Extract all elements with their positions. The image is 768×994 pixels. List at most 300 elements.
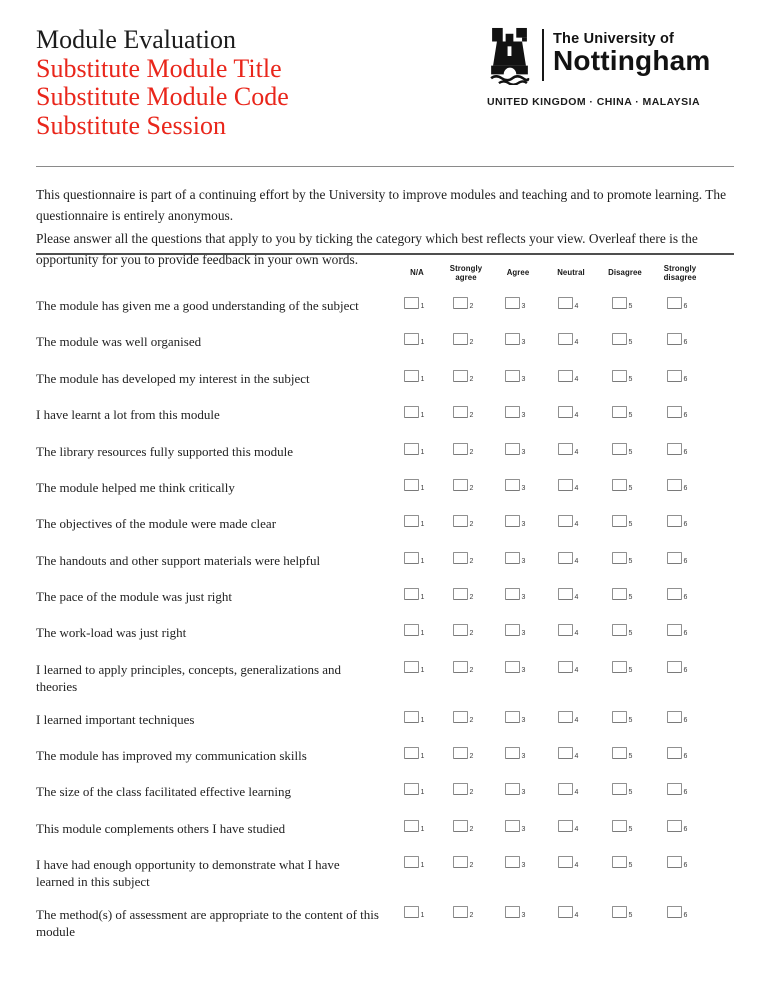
checkbox-q12-5[interactable] [595,709,649,724]
checkbox-number: 5 [628,303,633,310]
checkbox-icon[interactable] [558,820,573,832]
checkbox-icon[interactable] [404,588,419,600]
checkbox-q1-2[interactable] [437,295,489,310]
checkbox-q16-3[interactable] [489,854,541,869]
checkbox-q15-5[interactable] [595,818,649,833]
checkbox-number: 5 [628,521,633,529]
checkbox-icon[interactable] [505,906,520,918]
checkbox-icon[interactable] [612,820,627,832]
checkbox-icon[interactable] [667,297,682,309]
checkbox-icon[interactable] [404,552,419,564]
checkbox-icon[interactable] [612,333,627,345]
checkbox-number: 6 [683,412,688,420]
checkbox-q7-6[interactable] [649,513,705,528]
checkbox-q2-6[interactable] [649,331,705,346]
checkbox-icon[interactable] [667,443,682,455]
checkbox-icon[interactable] [505,333,520,345]
checkbox-icon[interactable] [453,747,468,759]
module-code-placeholder: Substitute Module Code [36,82,289,111]
checkbox-icon[interactable] [667,479,682,491]
checkbox-icon[interactable] [612,370,627,382]
checkbox-icon[interactable] [612,624,627,636]
divider-top [36,166,734,167]
checkbox-number: 5 [628,911,633,919]
checkbox-number: 6 [683,752,688,760]
checkbox-icon[interactable] [612,297,627,309]
checkbox-q17-3[interactable] [489,904,541,919]
checkbox-q6-5[interactable] [595,477,649,492]
checkbox-q14-1[interactable] [391,781,437,796]
checkbox-q14-2[interactable] [437,781,489,796]
question-text: The objectives of the module were made clear [36,516,277,532]
question-row [36,404,705,427]
checkbox-icon[interactable] [453,711,468,723]
question-row [36,622,705,645]
checkbox-icon[interactable] [505,479,520,491]
checkbox-q10-4[interactable] [541,622,595,637]
page-title: Module Evaluation [36,25,237,54]
checkbox-q6-6[interactable] [649,477,705,492]
checkbox-number: 4 [574,484,579,492]
checkbox-q16-2[interactable] [437,854,489,869]
checkbox-q15-6[interactable] [649,818,705,833]
checkbox-icon[interactable] [667,856,682,868]
checkbox-icon[interactable] [453,333,468,345]
scale-label-1: N/A [410,268,424,278]
checkbox-q8-6[interactable] [649,550,705,565]
checkbox-number: 5 [628,862,633,870]
checkbox-number: 1 [420,752,425,760]
question-row [36,586,705,609]
checkbox-icon[interactable] [505,406,520,418]
checkbox-icon[interactable] [612,661,627,673]
checkbox-number: 1 [420,339,425,347]
checkbox-number: 4 [574,521,579,529]
checkbox-q13-5[interactable] [595,745,649,760]
checkbox-icon[interactable] [558,783,573,795]
checkbox-icon[interactable] [453,624,468,636]
logo-line2: Nottingham [553,45,711,76]
checkbox-number: 2 [469,375,474,383]
checkbox-icon[interactable] [558,661,573,673]
checkbox-number: 3 [521,825,526,833]
checkbox-q10-6[interactable] [649,622,705,637]
checkbox-q14-4[interactable] [541,781,595,796]
checkbox-number: 4 [574,862,579,870]
checkbox-icon[interactable] [612,406,627,418]
checkbox-number: 3 [521,594,526,601]
checkbox-icon[interactable] [505,297,520,309]
checkbox-number: 6 [683,521,688,529]
checkbox-icon[interactable] [558,479,573,491]
scale-label-6: Strongly disagree [663,263,697,282]
checkbox-q12-2[interactable] [437,709,489,724]
checkbox-q9-6[interactable] [649,586,705,601]
checkbox-icon[interactable] [558,588,573,600]
checkbox-q15-3[interactable] [489,818,541,833]
question-row [36,709,705,732]
logo-lockup [487,27,719,85]
checkbox-q11-6[interactable] [649,659,705,674]
checkbox-icon[interactable] [505,443,520,455]
checkbox-q9-1[interactable] [391,586,437,601]
checkbox-icon[interactable] [667,624,682,636]
checkbox-q16-6[interactable] [649,854,705,869]
checkbox-number: 4 [574,825,579,833]
checkbox-number: 4 [574,630,579,638]
checkbox-number: 4 [574,789,579,797]
checkbox-icon[interactable] [667,515,682,527]
question-row [36,904,705,941]
checkbox-number: 1 [420,630,425,638]
checkbox-q4-5[interactable] [595,404,649,419]
checkbox-icon[interactable] [612,479,627,491]
checkbox-q5-5[interactable] [595,441,649,456]
checkbox-icon[interactable] [404,820,419,832]
checkbox-q8-2[interactable] [437,550,489,565]
checkbox-number: 5 [628,716,633,724]
checkbox-number: 1 [420,557,425,565]
checkbox-q11-3[interactable] [489,659,541,674]
checkbox-icon[interactable] [404,406,419,418]
checkbox-q10-2[interactable] [437,622,489,637]
question-text: I learned important techniques [36,711,195,727]
checkbox-number: 2 [469,630,474,638]
checkbox-number: 6 [683,862,688,870]
checkbox-q2-2[interactable] [437,331,489,346]
module-title-placeholder: Substitute Module Title [36,53,282,83]
checkbox-q8-1[interactable] [391,550,437,565]
checkbox-icon[interactable] [505,370,520,382]
checkbox-q16-5[interactable] [595,854,649,869]
checkbox-icon[interactable] [558,370,573,382]
checkbox-q7-3[interactable] [489,513,541,528]
checkbox-number: 3 [521,375,526,383]
question-row [36,368,705,391]
checkbox-icon[interactable] [404,624,419,636]
checkbox-icon[interactable] [404,515,419,527]
checkbox-number: 3 [521,789,526,797]
checkbox-icon[interactable] [453,443,468,455]
checkbox-q9-3[interactable] [489,586,541,601]
checkbox-q5-2[interactable] [437,441,489,456]
checkbox-q14-6[interactable] [649,781,705,796]
checkbox-q4-2[interactable] [437,404,489,419]
checkbox-q7-1[interactable] [391,513,437,528]
checkbox-q11-2[interactable] [437,659,489,674]
checkbox-q3-4[interactable] [541,368,595,383]
checkbox-number: 6 [683,375,688,383]
checkbox-q7-2[interactable] [437,513,489,528]
checkbox-q2-4[interactable] [541,331,595,346]
checkbox-number: 2 [469,412,474,420]
checkbox-q4-6[interactable] [649,404,705,419]
checkbox-icon[interactable] [404,856,419,868]
checkbox-q16-4[interactable] [541,854,595,869]
checkbox-q2-5[interactable] [595,331,649,346]
checkbox-q9-2[interactable] [437,586,489,601]
checkbox-icon[interactable] [558,856,573,868]
checkbox-number: 6 [683,339,688,347]
checkbox-icon[interactable] [667,370,682,382]
checkbox-q15-1[interactable] [391,818,437,833]
checkbox-icon[interactable] [404,370,419,382]
checkbox-icon[interactable] [667,588,682,600]
question-row [36,659,705,696]
checkbox-number: 6 [683,303,688,310]
checkbox-icon[interactable] [453,783,468,795]
checkbox-number: 4 [574,666,579,674]
checkbox-icon[interactable] [404,297,419,309]
checkbox-q4-3[interactable] [489,404,541,419]
checkbox-icon[interactable] [558,406,573,418]
checkbox-q4-1[interactable] [391,404,437,419]
checkbox-q10-3[interactable] [489,622,541,637]
scale-label-5: Disagree [608,268,642,278]
checkbox-icon[interactable] [667,906,682,918]
checkbox-q3-2[interactable] [437,368,489,383]
checkbox-q9-5[interactable] [595,586,649,601]
checkbox-q12-3[interactable] [489,709,541,724]
checkbox-icon[interactable] [558,515,573,527]
checkbox-q7-4[interactable] [541,513,595,528]
checkbox-icon[interactable] [612,711,627,723]
checkbox-q6-1[interactable] [391,477,437,492]
question-text: The pace of the module was just right [36,589,233,604]
checkbox-q1-4[interactable] [541,295,595,310]
checkbox-icon[interactable] [558,333,573,345]
checkbox-icon[interactable] [667,661,682,673]
checkbox-q13-3[interactable] [489,745,541,760]
checkbox-number: 4 [574,752,579,760]
checkbox-number: 1 [420,521,425,529]
checkbox-q17-5[interactable] [595,904,649,919]
checkbox-q16-1[interactable] [391,854,437,869]
checkbox-icon[interactable] [404,747,419,759]
checkbox-number: 2 [469,557,474,565]
checkbox-icon[interactable] [612,783,627,795]
checkbox-icon[interactable] [453,515,468,527]
checkbox-icon[interactable] [453,588,468,600]
checkbox-q12-6[interactable] [649,709,705,724]
checkbox-number: 2 [469,448,474,456]
checkbox-icon[interactable] [404,443,419,455]
scale-label-2: Strongly agree [449,263,483,282]
checkbox-q13-1[interactable] [391,745,437,760]
checkbox-q6-4[interactable] [541,477,595,492]
checkbox-number: 4 [574,594,579,601]
checkbox-q1-5[interactable] [595,295,649,310]
checkbox-q15-4[interactable] [541,818,595,833]
checkbox-q5-1[interactable] [391,441,437,456]
checkbox-icon[interactable] [612,552,627,564]
checkbox-q1-3[interactable] [489,295,541,310]
checkbox-q13-6[interactable] [649,745,705,760]
checkbox-icon[interactable] [505,711,520,723]
checkbox-icon[interactable] [612,747,627,759]
checkbox-q11-1[interactable] [391,659,437,674]
checkbox-q4-4[interactable] [541,404,595,419]
checkbox-q15-2[interactable] [437,818,489,833]
checkbox-number: 4 [574,412,579,420]
checkbox-q17-1[interactable] [391,904,437,919]
checkbox-icon[interactable] [404,661,419,673]
checkbox-q17-4[interactable] [541,904,595,919]
nottingham-castle-icon [487,27,532,85]
checkbox-number: 5 [628,412,633,420]
checkbox-number: 2 [469,594,474,601]
checkbox-number: 4 [574,557,579,565]
checkbox-icon[interactable] [612,906,627,918]
checkbox-icon[interactable] [667,820,682,832]
question-text: The module has given me a good understanding of the subject [36,298,359,313]
checkbox-number: 3 [521,752,526,760]
checkbox-icon[interactable] [558,747,573,759]
checkbox-number: 6 [683,448,688,456]
checkbox-number: 2 [469,303,474,310]
checkbox-q14-5[interactable] [595,781,649,796]
checkbox-number: 5 [628,789,633,797]
checkbox-number: 6 [683,557,688,565]
checkbox-icon[interactable] [558,443,573,455]
checkbox-number: 5 [628,448,633,456]
question-text: The module helped me think critically [36,479,235,495]
checkbox-number: 3 [521,521,526,529]
checkbox-q3-6[interactable] [649,368,705,383]
question-row [36,854,705,891]
checkbox-icon[interactable] [505,747,520,759]
checkbox-q13-2[interactable] [437,745,489,760]
checkbox-number: 5 [628,557,633,565]
checkbox-q2-1[interactable] [391,331,437,346]
checkbox-q12-4[interactable] [541,709,595,724]
checkbox-q2-3[interactable] [489,331,541,346]
checkbox-q6-2[interactable] [437,477,489,492]
checkbox-q5-4[interactable] [541,441,595,456]
checkbox-icon[interactable] [558,711,573,723]
checkbox-q17-6[interactable] [649,904,705,919]
checkbox-icon[interactable] [612,588,627,600]
question-row [36,513,705,536]
checkbox-icon[interactable] [404,906,419,918]
checkbox-icon[interactable] [404,711,419,723]
checkbox-q5-3[interactable] [489,441,541,456]
checkbox-icon[interactable] [505,856,520,868]
checkbox-number: 4 [574,375,579,383]
checkbox-icon[interactable] [612,443,627,455]
checkbox-icon[interactable] [453,661,468,673]
checkbox-q3-1[interactable] [391,368,437,383]
checkbox-icon[interactable] [453,552,468,564]
checkbox-icon[interactable] [404,333,419,345]
checkbox-icon[interactable] [667,711,682,723]
checkbox-number: 4 [574,911,579,919]
checkbox-icon[interactable] [453,406,468,418]
checkbox-q8-5[interactable] [595,550,649,565]
checkbox-number: 5 [628,666,633,674]
checkbox-icon[interactable] [505,588,520,600]
checkbox-icon[interactable] [558,297,573,309]
checkbox-q8-3[interactable] [489,550,541,565]
checkbox-icon[interactable] [667,552,682,564]
checkbox-q5-6[interactable] [649,441,705,456]
checkbox-icon[interactable] [453,856,468,868]
question-row [36,331,705,354]
checkbox-number: 5 [628,752,633,760]
checkbox-icon[interactable] [453,297,468,309]
session-placeholder: Substitute Session [36,110,226,140]
checkbox-number: 1 [420,484,425,492]
checkbox-q10-5[interactable] [595,622,649,637]
checkbox-q7-5[interactable] [595,513,649,528]
checkbox-icon[interactable] [505,552,520,564]
checkbox-number: 6 [683,911,688,919]
question-text: This module complements others I have studied [36,820,286,836]
checkbox-icon[interactable] [558,624,573,636]
checkbox-number: 4 [574,303,579,310]
checkbox-icon[interactable] [667,406,682,418]
checkbox-q11-5[interactable] [595,659,649,674]
checkbox-q9-4[interactable] [541,586,595,601]
checkbox-q12-1[interactable] [391,709,437,724]
checkbox-q1-1[interactable] [391,295,437,310]
checkbox-q3-3[interactable] [489,368,541,383]
scale-header-row [36,259,705,287]
checkbox-icon[interactable] [558,906,573,918]
checkbox-number: 4 [574,339,579,347]
checkbox-number: 3 [521,716,526,724]
checkbox-icon[interactable] [453,906,468,918]
logo-line1: The University of [553,31,675,47]
checkbox-icon[interactable] [453,370,468,382]
scale-label-3: Agree [506,268,530,278]
question-text: I have learnt a lot from this module [36,407,220,423]
checkbox-number: 3 [521,862,526,870]
checkbox-q17-2[interactable] [437,904,489,919]
checkbox-number: 3 [521,412,526,420]
checkbox-icon[interactable] [505,820,520,832]
checkbox-number: 3 [521,666,526,674]
checkbox-icon[interactable] [558,552,573,564]
checkbox-icon[interactable] [453,820,468,832]
checkbox-icon[interactable] [505,515,520,527]
question-text: I learned to apply principles, concepts, generalizations and theories [36,661,342,694]
checkbox-number: 5 [628,484,633,492]
checkbox-q8-4[interactable] [541,550,595,565]
checkbox-icon[interactable] [505,783,520,795]
checkbox-icon[interactable] [612,515,627,527]
checkbox-number: 1 [420,716,425,724]
checkbox-q3-5[interactable] [595,368,649,383]
checkbox-q13-4[interactable] [541,745,595,760]
checkbox-q11-4[interactable] [541,659,595,674]
question-row [36,550,705,573]
checkbox-icon[interactable] [404,783,419,795]
checkbox-icon[interactable] [453,479,468,491]
checkbox-icon[interactable] [505,661,520,673]
checkbox-q14-3[interactable] [489,781,541,796]
checkbox-icon[interactable] [667,333,682,345]
checkbox-q10-1[interactable] [391,622,437,637]
checkbox-icon[interactable] [667,747,682,759]
checkbox-number: 1 [420,862,425,870]
checkbox-icon[interactable] [612,856,627,868]
checkbox-icon[interactable] [505,624,520,636]
checkbox-q1-6[interactable] [649,295,705,310]
checkbox-q6-3[interactable] [489,477,541,492]
checkbox-icon[interactable] [404,479,419,491]
checkbox-icon[interactable] [667,783,682,795]
